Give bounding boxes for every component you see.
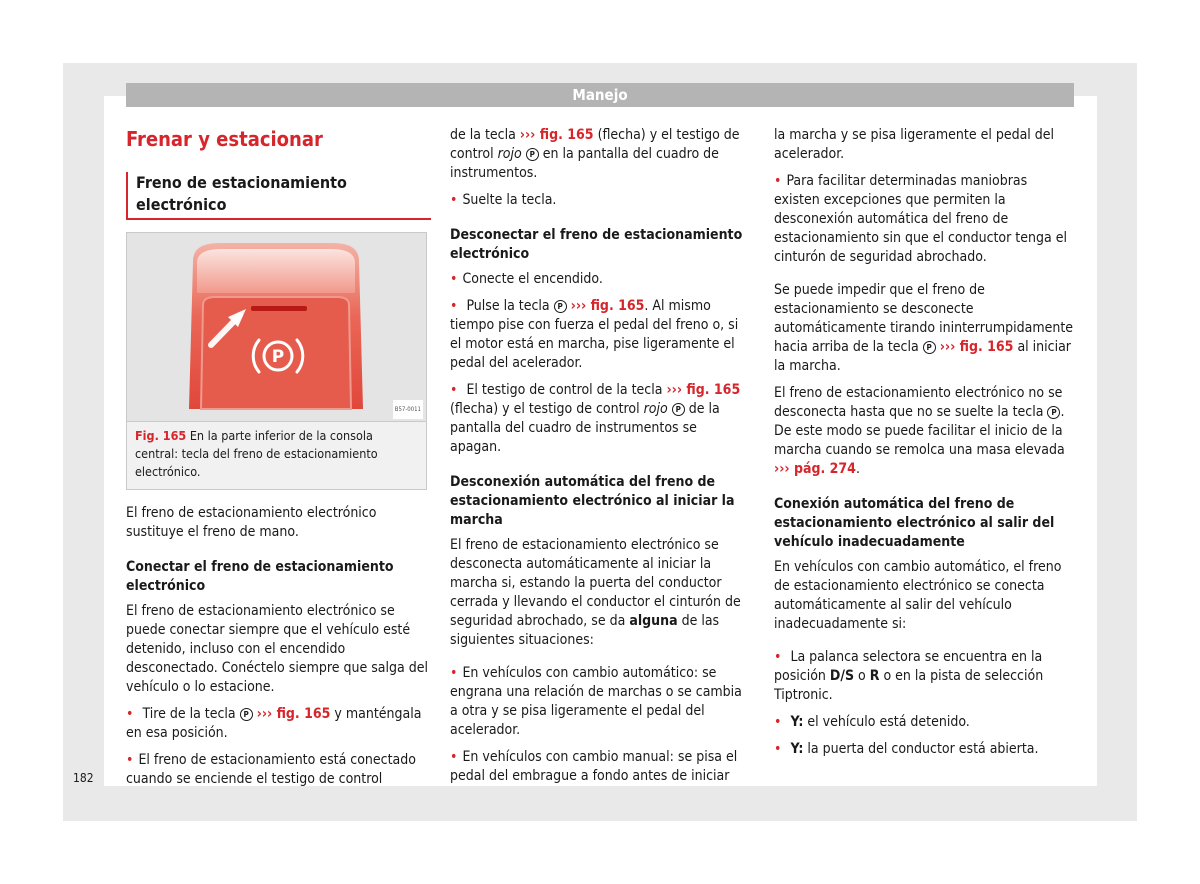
text: (flecha) y el testigo de control <box>450 401 640 417</box>
text: el vehículo está detenido. <box>807 714 970 730</box>
figure-caption <box>127 421 426 489</box>
bullet-lamps-off <box>450 381 752 457</box>
bold-text: D/S <box>829 668 855 684</box>
bullet-selector-lever <box>774 648 1074 705</box>
text: y manténgala en esa posición. <box>126 706 422 741</box>
text: la puerta del conductor está abierta. <box>807 741 1039 757</box>
figure-ref-link[interactable]: ››› fig. 165 <box>666 382 741 398</box>
bullet-door-open <box>774 740 1074 759</box>
parking-brake-photo <box>127 233 426 421</box>
p-symbol: P <box>271 347 285 367</box>
text: . <box>855 461 860 477</box>
bullet-press-button <box>450 297 752 373</box>
text: de las siguientes situaciones: <box>450 613 720 648</box>
parking-p-icon: P <box>672 403 685 416</box>
text: Tire de la tecla <box>142 706 236 722</box>
bold-text: alguna <box>629 613 678 629</box>
text: Pulse la tecla <box>466 298 550 314</box>
bullet-exceptions: • Para facilitar determinadas maniobras existen excepciones que permiten la desconexión automática del freno de estacionamiento sin que el conductor tenga el cinturón de seguridad abrochado. <box>774 172 1074 267</box>
italic-text: rojo <box>643 401 668 417</box>
bold-text: Y: <box>790 714 804 730</box>
text: o en la pista de selección Tiptronic. <box>774 668 1044 703</box>
auto-disconnect-paragraph <box>450 536 752 650</box>
column-3 <box>774 126 1074 767</box>
figure-ref-link[interactable]: ››› fig. 165 <box>256 706 331 722</box>
figure-165 <box>126 232 427 490</box>
parking-p-icon: P <box>526 148 539 161</box>
continued-paragraph <box>450 126 752 183</box>
text: de la pantalla del cuadro de instrumentos se apagan. <box>450 401 720 455</box>
continued-paragraph: la marcha y se pisa ligeramente el pedal del acelerador. <box>774 127 1055 162</box>
figure-code: B57-0011 <box>393 400 423 419</box>
heading-disconnect: Desconectar el freno de estacionamiento electrónico <box>450 227 743 262</box>
page-title: Frenar y estacionar <box>126 127 323 151</box>
heading-auto-connect: Conexión automática del freno de estacionamiento electrónico al salir del vehículo inadecuadamente <box>774 496 1055 550</box>
column-1 <box>126 120 431 797</box>
text: al iniciar la marcha. <box>774 339 1071 374</box>
bullet-pull-button <box>126 705 431 743</box>
italic-text: rojo <box>497 146 522 162</box>
text: en la pantalla del cuadro de instrumentos. <box>450 146 719 181</box>
text: El freno de estacionamiento electrónico no se desconecta hasta que no se suelte la tecla <box>774 385 1063 420</box>
bullet-manual-gearbox: • En vehículos con cambio manual: se pisa el pedal del embrague a fondo antes de iniciar <box>450 748 752 786</box>
figure-label: Fig. 165 <box>135 428 187 443</box>
bullet-vehicle-stopped <box>774 713 1074 732</box>
section-header: Manejo <box>126 83 1074 107</box>
page-ref-link[interactable]: ››› pág. 274 <box>774 461 856 477</box>
text: El freno de estacionamiento electrónico se desconecta automáticamente al iniciar la marcha si, estando la puerta del conductor cerrada y llevando el conductor el cinturón de seguridad abrochado, se da <box>450 537 741 629</box>
auto-connect-paragraph: En vehículos con cambio automático, el freno de estacionamiento electrónico se conecta automáticamente al salir del vehículo inadecuadamente si: <box>774 559 1062 632</box>
connect-paragraph: El freno de estacionamiento electrónico se puede conectar siempre que el vehículo esté detenido, incluso con el encendido desconectado. Conéctelo siempre que salga del vehículo o lo estacione. <box>126 603 428 695</box>
text: La palanca selectora se encuentra en la posición <box>774 649 1043 684</box>
parking-brake-button-illustration <box>127 233 426 421</box>
parking-p-icon: P <box>554 300 567 313</box>
parking-p-icon: P <box>1047 406 1060 419</box>
parking-p-icon: P <box>240 708 253 721</box>
column-2 <box>450 126 752 794</box>
text: . De este modo se puede facilitar el inicio de la marcha cuando se remolca una masa elevada <box>774 404 1065 458</box>
text: Se puede impedir que el freno de estacionamiento se desconecte automáticamente tirando ininterrumpidamente hacia arriba de la tecla <box>774 282 1074 355</box>
bullet-ignition: • Conecte el encendido. <box>450 270 752 289</box>
prevent-paragraph <box>774 281 1074 376</box>
text: (flecha) y el testigo de control <box>450 127 740 162</box>
intro-paragraph: El freno de estacionamiento electrónico sustituye el freno de mano. <box>126 505 377 540</box>
heading-auto-disconnect: Desconexión automática del freno de estacionamiento electrónico al iniciar la marcha <box>450 474 735 528</box>
text: El testigo de control de la tecla <box>466 382 663 398</box>
bullet-connected-lamp: • El freno de estacionamiento está conectado cuando se enciende el testigo de control <box>126 751 431 789</box>
figure-ref-link[interactable]: ››› fig. 165 <box>570 298 645 314</box>
page-number: 182 <box>73 771 94 785</box>
text: de la tecla <box>450 127 516 143</box>
bold-text: Y: <box>790 741 804 757</box>
section-subtitle: Freno de estacionamiento electrónico <box>126 172 431 220</box>
figure-ref-link[interactable]: ››› fig. 165 <box>519 127 594 143</box>
heading-connect: Conectar el freno de estacionamiento electrónico <box>126 559 394 594</box>
figure-caption-text: En la parte inferior de la consola central: tecla del freno de estacionamiento electrónico. <box>135 428 378 479</box>
figure-ref-link[interactable]: ››› fig. 165 <box>939 339 1014 355</box>
text: . Al mismo tiempo pise con fuerza el pedal del freno o, si el motor está en marcha, pise ligeramente el pedal del acelerador. <box>450 298 739 371</box>
text: o <box>858 668 866 684</box>
bullet-release: • Suelte la tecla. <box>450 191 752 210</box>
bold-text: R <box>869 668 880 684</box>
bullet-automatic-gearbox: • En vehículos con cambio automático: se engrana una relación de marchas o se cambia a otra y se pisa ligeramente el pedal del acelerador. <box>450 664 752 740</box>
not-disconnect-paragraph <box>774 384 1074 479</box>
parking-p-icon: P <box>923 341 936 354</box>
